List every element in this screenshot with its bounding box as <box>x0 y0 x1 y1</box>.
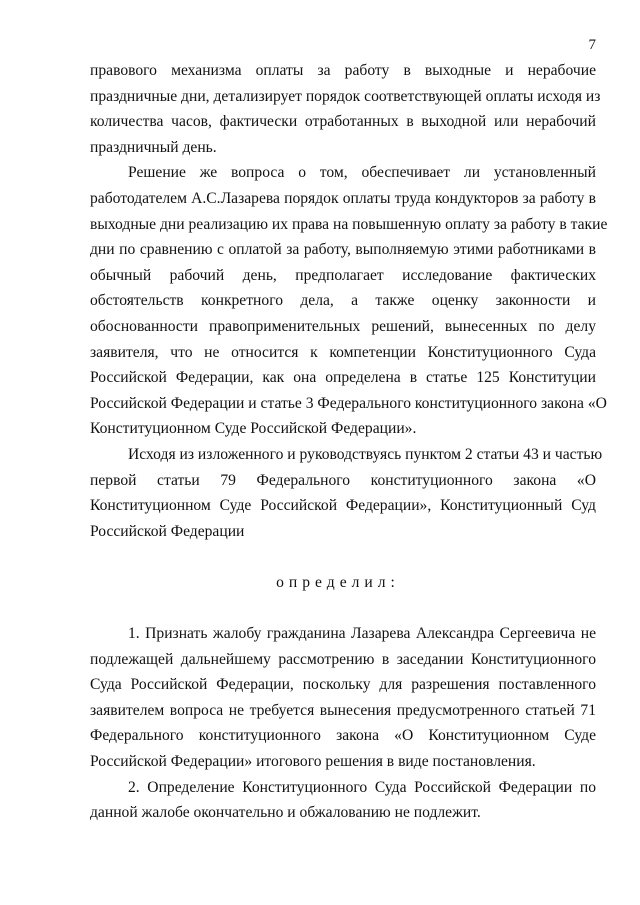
text-line: праздничный день. <box>90 138 217 156</box>
text-line: данной жалобе окончательно и обжалованию не подлежит. <box>90 804 481 822</box>
decision-item-2 <box>90 775 596 826</box>
text-line: Конституционном Суде Российской Федерации». <box>90 420 417 438</box>
text-line: Российской Федерации» итогового решения в виде постановления. <box>90 753 536 771</box>
text-line: заявителем вопроса не требуется вынесения предусмотренного статьей 71 <box>90 701 596 719</box>
text-line: дни по сравнению с оплатой за работу, выполняемую этими работниками в <box>90 241 596 259</box>
text-line: обычный рабочий день, предполагает исследование фактических <box>90 266 596 284</box>
paragraph-grounds <box>90 442 603 544</box>
text-line: обстоятельств конкретного дела, а также оценку законности и <box>90 292 596 310</box>
text-line: 2. Определение Конституционного Суда Российской Федерации по <box>128 778 596 796</box>
paragraph-decision-question <box>90 160 608 442</box>
text-line: Российской Федерации <box>90 522 245 540</box>
text-line: первой статьи 79 Федерального конституционного закона «О <box>90 471 596 489</box>
text-line: Федерального конституционного закона «О Конституционном Суде <box>90 727 596 745</box>
text-line: Российской Федерации и статье 3 Федерального конституционного закона «О <box>90 394 607 412</box>
decision-item-1 <box>90 621 596 775</box>
text-line: Суда Российской Федерации, поскольку для разрешения поставленного <box>90 676 596 694</box>
text-line: Российской Федерации, как она определена в статье 125 Конституции <box>90 369 596 387</box>
text-line: выходные дни реализацию их права на повышенную оплату за работу в такие <box>90 215 608 233</box>
text-line: Решение же вопроса о том, обеспечивает ли установленный <box>128 164 596 182</box>
text-line: 1. Признать жалобу гражданина Лазарева Александра Сергеевича не <box>128 625 596 643</box>
text-line: Исходя из изложенного и руководствуясь пунктом 2 статьи 43 и частью <box>128 445 603 463</box>
text-line: подлежащей дальнейшему рассмотрению в заседании Конституционного <box>90 650 596 668</box>
spacer <box>90 544 596 570</box>
spacer <box>90 595 596 621</box>
text-line: количества часов, фактически отработанных в выходной или нерабочий <box>90 113 596 131</box>
text-line: заявителя, что не относится к компетенции Конституционного Суда <box>90 343 596 361</box>
text-line: праздничные дни, детализирует порядок соответствующей оплаты исходя из <box>90 87 601 105</box>
document-body <box>90 58 608 826</box>
decision-heading: определил: <box>276 573 400 591</box>
text-line: работодателем А.С.Лазарева порядок оплаты труда кондукторов за работу в <box>90 189 596 207</box>
text-line: правового механизма оплаты за работу в выходные и нерабочие <box>90 62 596 79</box>
paragraph-continuation <box>90 58 601 160</box>
page-number: 7 <box>588 37 596 53</box>
text-line: обоснованности правоприменительных решений, вынесенных по делу <box>90 317 596 335</box>
text-line: Конституционном Суде Российской Федерации», Конституционный Суд <box>90 497 596 515</box>
